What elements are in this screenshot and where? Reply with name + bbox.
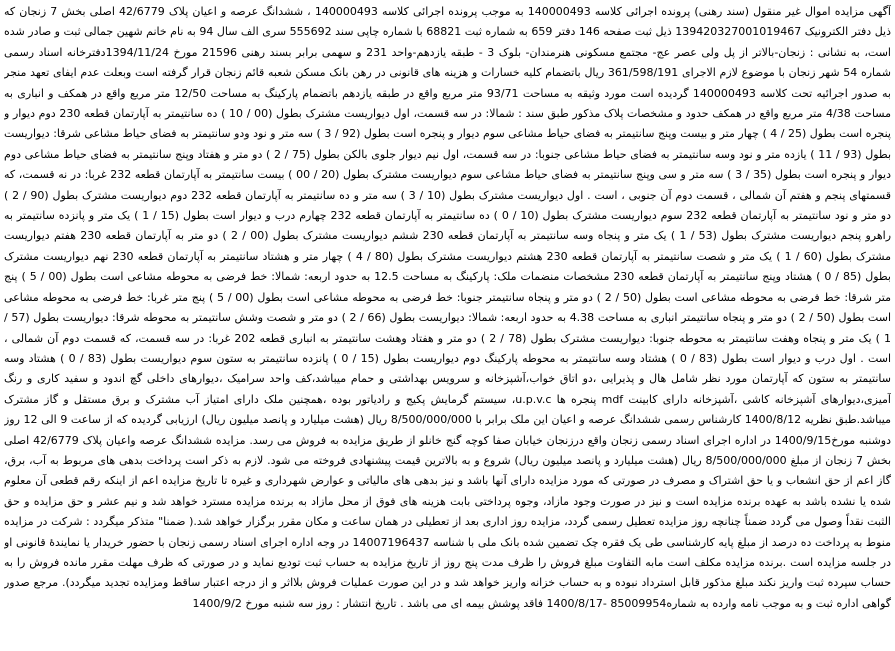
auction-notice xyxy=(4,2,891,649)
notice-text: آگهی مزایده اموال غیر منقول (سند رهنی) پرونده اجرائی کلاسه 140000493 به موجب پرونده اجرائی کلاسه 140000493 ، ششدانگ عرصه و اعیان پلاک 42/6779 اصلی بخش 7 زنجان که ذیل دفتر الکترونیک 139420327001019467 ذیل ثبت صفحه 146 دفتر 659 به شماره ثبت 68821 با شماره چاپی سند 555692 سری الف سال 94 به نام خانم شهین جمالی ثبت و صادر شده است، به نشانی : زنجان-بالاتر از پل ولی عصر عج- مجتمع مسکونی هنرمندان- بلوک 3 - طبقه یازدهم-واحد 231 و سهمی برابر بسند رهنی 21596 مورخ 1394/11/24دفترخانه اسناد رسمی شماره 54 شهر زنجان با موضوع لازم الاجرای 361/598/191 ریال باتضمام کلیه خسارات و هزینه های قانونی در رهن بانک مسکن شعبه قائم زنجان قرار گرفته است وبعلت عدم ایفای تعهد منجر به صدور اجرائیه تحت کلاسه 140000493 گردیده است مورد وثیقه به مساحت 93/71 متر مربع واقع در طبقه یازدهم باتضمام پارکینگ به مساحت 12/50 متر مربع واقع در همکف و انباری به مساحت 4/38 متر مربع واقع در همکف حدود و مشخصات پلاک مذکور طبق سند : شمالا: در سه قسمت، اول دیواریست مشترک بطول (00 / 10 ) ده سانتیمتر به آپارتمان قطعه 230 دوم دیوار و پنجره است بطول (25 / 4 ) چهار متر و بیست وپنج سانتیمتر به فضای حیاط مشاعی سوم دیوار و پنجره است بطول (92 / 3 ) سه متر و نود ودو سانتیمتر به فضای حیاط مشاعی شرقا: دیواریست بطول (93 / 11 ) یازده متر و نود وسه سانتیمتر به فضای حیاط مشاعی جنوبا: در سه قسمت، اول نیم دیوار جلوی بالکن بطول (75 / 2 ) دو متر و هفتاد وپنج سانتیمتر به فضای حیاط مشاعی دوم دیوار و پنجره است بطول (35 / 3 ) سه متر و سی وپنج سانتیمتر به فضای حیاط مشاعی سوم دیواریست مشترک بطول (20 / 00 ) بیست سانتیمتر به آپارتمان قطعه 232 غربا: در نه قسمت، که قسمتهای پنجم و هفتم آن شمالی ، قسمت دوم آن جنوبی ، است . اول دیواریست مشترک بطول (10 / 3 ) سه متر و ده سانتیمتر به آپارتمان قطعه 232 دوم دیواریست مشترک بطول (90 / 2 ) دو متر و نود سانتیمتر به آپارتمان قطعه 232 سوم دیواریست مشترک بطول (10 / 0 ) ده سانتیمتر به آپارتمان قطعه 232 چهارم درب و دیوار است بطول (15 / 1 ) یک متر و پانزده سانتیمتر به راهرو پنجم دیواریست مشترک بطول (53 / 1 ) یک متر و پنجاه وسه سانتیمتر به آپارتمان قطعه 230 ششم دیواریست مشترک بطول (00 / 2 ) دو متر به آپارتمان قطعه 230 هفتم دیواریست مشترک بطول (60 / 1 ) یک متر و شصت سانتیمتر به آپارتمان قطعه 230 هشتم دیواریست مشترک بطول (80 / 4 ) چهار متر و هشتاد سانتیمتر به آپارتمان قطعه 230 نهم دیواریست مشترک بطول (85 / 0 ) هشتاد وپنج سانتیمتر به آپارتمان قطعه 230 مشخصات منضمات ملک: پارکینگ به مساحت 12.5 به حدود اربعه: شمالا: خط فرضی به محوطه مشاعی است بطول (00 / 5 ) پنج متر شرقا: خط فرضی به محوطه مشاعی است بطول (50 / 2 ) دو متر و پنجاه سانتیمتر جنوبا: خط فرضی به محوطه مشاعی است بطول (00 / 5 ) پنج متر غربا: خط فرضی به محوطه مشاعی است بطول (50 / 2 ) دو متر و پنجاه سانتیمتر انباری به مساحت 4.38 به حدود اربعه: شمالا: دیواریست بطول (66 / 2 ) دو متر و شصت وشش سانتیمتر به محوطه شرقا: دیواریست بطول (57 / 1 ) یک متر و پنجاه وهفت سانتیمتر به محوطه جنوبا: دیواریست مشترک بطول (78 / 2 ) دو متر و هفتاد وهشت سانتیمتر به انباری قطعه 202 غربا: در سه قسمت، که قسمت دوم آن شمالی ، است . اول درب و دیوار است بطول (83 / 0 ) هشتاد وسه سانتیمتر به محوطه پارکینگ دوم دیواریست بطول (15 / 0 ) پانزده سانتیمتر به ستون سوم دیواریست بطول (83 / 0 ) هشتاد وسه سانتیمتر به ستون که آپارتمان مورد نظر شامل هال و پذیرایی ،دو اتاق خواب،آشپزخانه و سرویس بهداشتی و حمام میباشد،کف واحد سرامیک ،دیوارهای داخلی گچ اندود و سفید کاری و رنگ آمیزی،دیوارهای آشپزخانه کاشی ،آشپزخانه دارای کابینت mdf پنجره ها u.p.v.c، سیستم گرمایش پکیج و رادیاتور بوده ،همچنین ملک دارای امتیاز آب مشترک و برق مستقل و گاز مشترک میباشد.طبق نظریه 1400/8/12 کارشناس رسمی ششدانگ عرصه و اعیان این ملک برابر با 8/500/000/000 ریال (هشت میلیارد و پانصد میلیون ریال) ارزیابی گردیده که از ساعت 9 الی 12 روز دوشنبه مورخ1400/9/15 در اداره اجرای اسناد رسمی زنجان واقع درزنجان خیابان صفا کوچه گنج خانلو از طریق مزایده به فروش می رسد. مزایده ششدانگ عرصه واعیان پلاک 42/6779 اصلی بخش 7 زنجان از مبلغ 8/500/000/000 ریال (هشت میلیارد و پانصد میلیون ریال) شروع و به بالاترین قیمت پیشنهادی فروخته می شود. لازم به ذکر است پرداخت بدهی های مربوط به آب، برق، گاز اعم از حق انشعاب و یا حق اشتراک و مصرف در صورتی که مورد مزایده دارای آنها باشد و نیز بدهی های مالیاتی و عوارض شهرداری و غیره تا تاریخ مزایده اعم از اینکه رقم قطعی آن معلوم شده یا نشده باشد به عهده برنده مزایده است و نیز در صورت وجود مازاد، وجوه پرداختی بابت هزینه های فوق از محل مازاد به برنده مزایده مسترد خواهد شد و نیم عشر و حق مزایده و حق الثبت نقداً وصول می گردد ضمناً چنانچه روز مزایده تعطیل رسمی گردد، مزایده روز اداری بعد از تعطیلی در همان ساعت و مکان مقرر برگزار خواهد شد.( ضمنا" متذکر میگردد : شرکت در مزایده منوط به پرداخت ده درصد از مبلغ پایه کارشناسی طی یک فقره چک تضمین شده بانک ملی با شناسه 14007196437 در وجه اداره اجرای اسناد رسمی زنجان با حضور خریدار یا نمایندۀ قانونی او در جلسه مزایده است .برنده مزایده مکلف است مابه التفاوت مبلغ فروش را ظرف مدت پنج روز از تاریخ مزایده به حساب ثبت تودیع نماید و در صورتی که ظرف مهلت مقرر مانده فروش را به حساب سپرده ثبت واریز نکند مبلغ مذکور قابل استرداد نبوده و به حساب خزانه واریز خواهد شد و در این صورت عملیات فروش بلااثر و از درجه اعتبار ساقط ومزایده تجدید میگردد). مرجع صدور گواهی اداره ثبت و به موجب نامه وارده به شماره85009954 -1400/8/17 فاقد پوشش بیمه ای می باشد . تاریخ انتشار : روز سه شنبه مورخ 1400/9/2 xyxy=(4,5,891,610)
